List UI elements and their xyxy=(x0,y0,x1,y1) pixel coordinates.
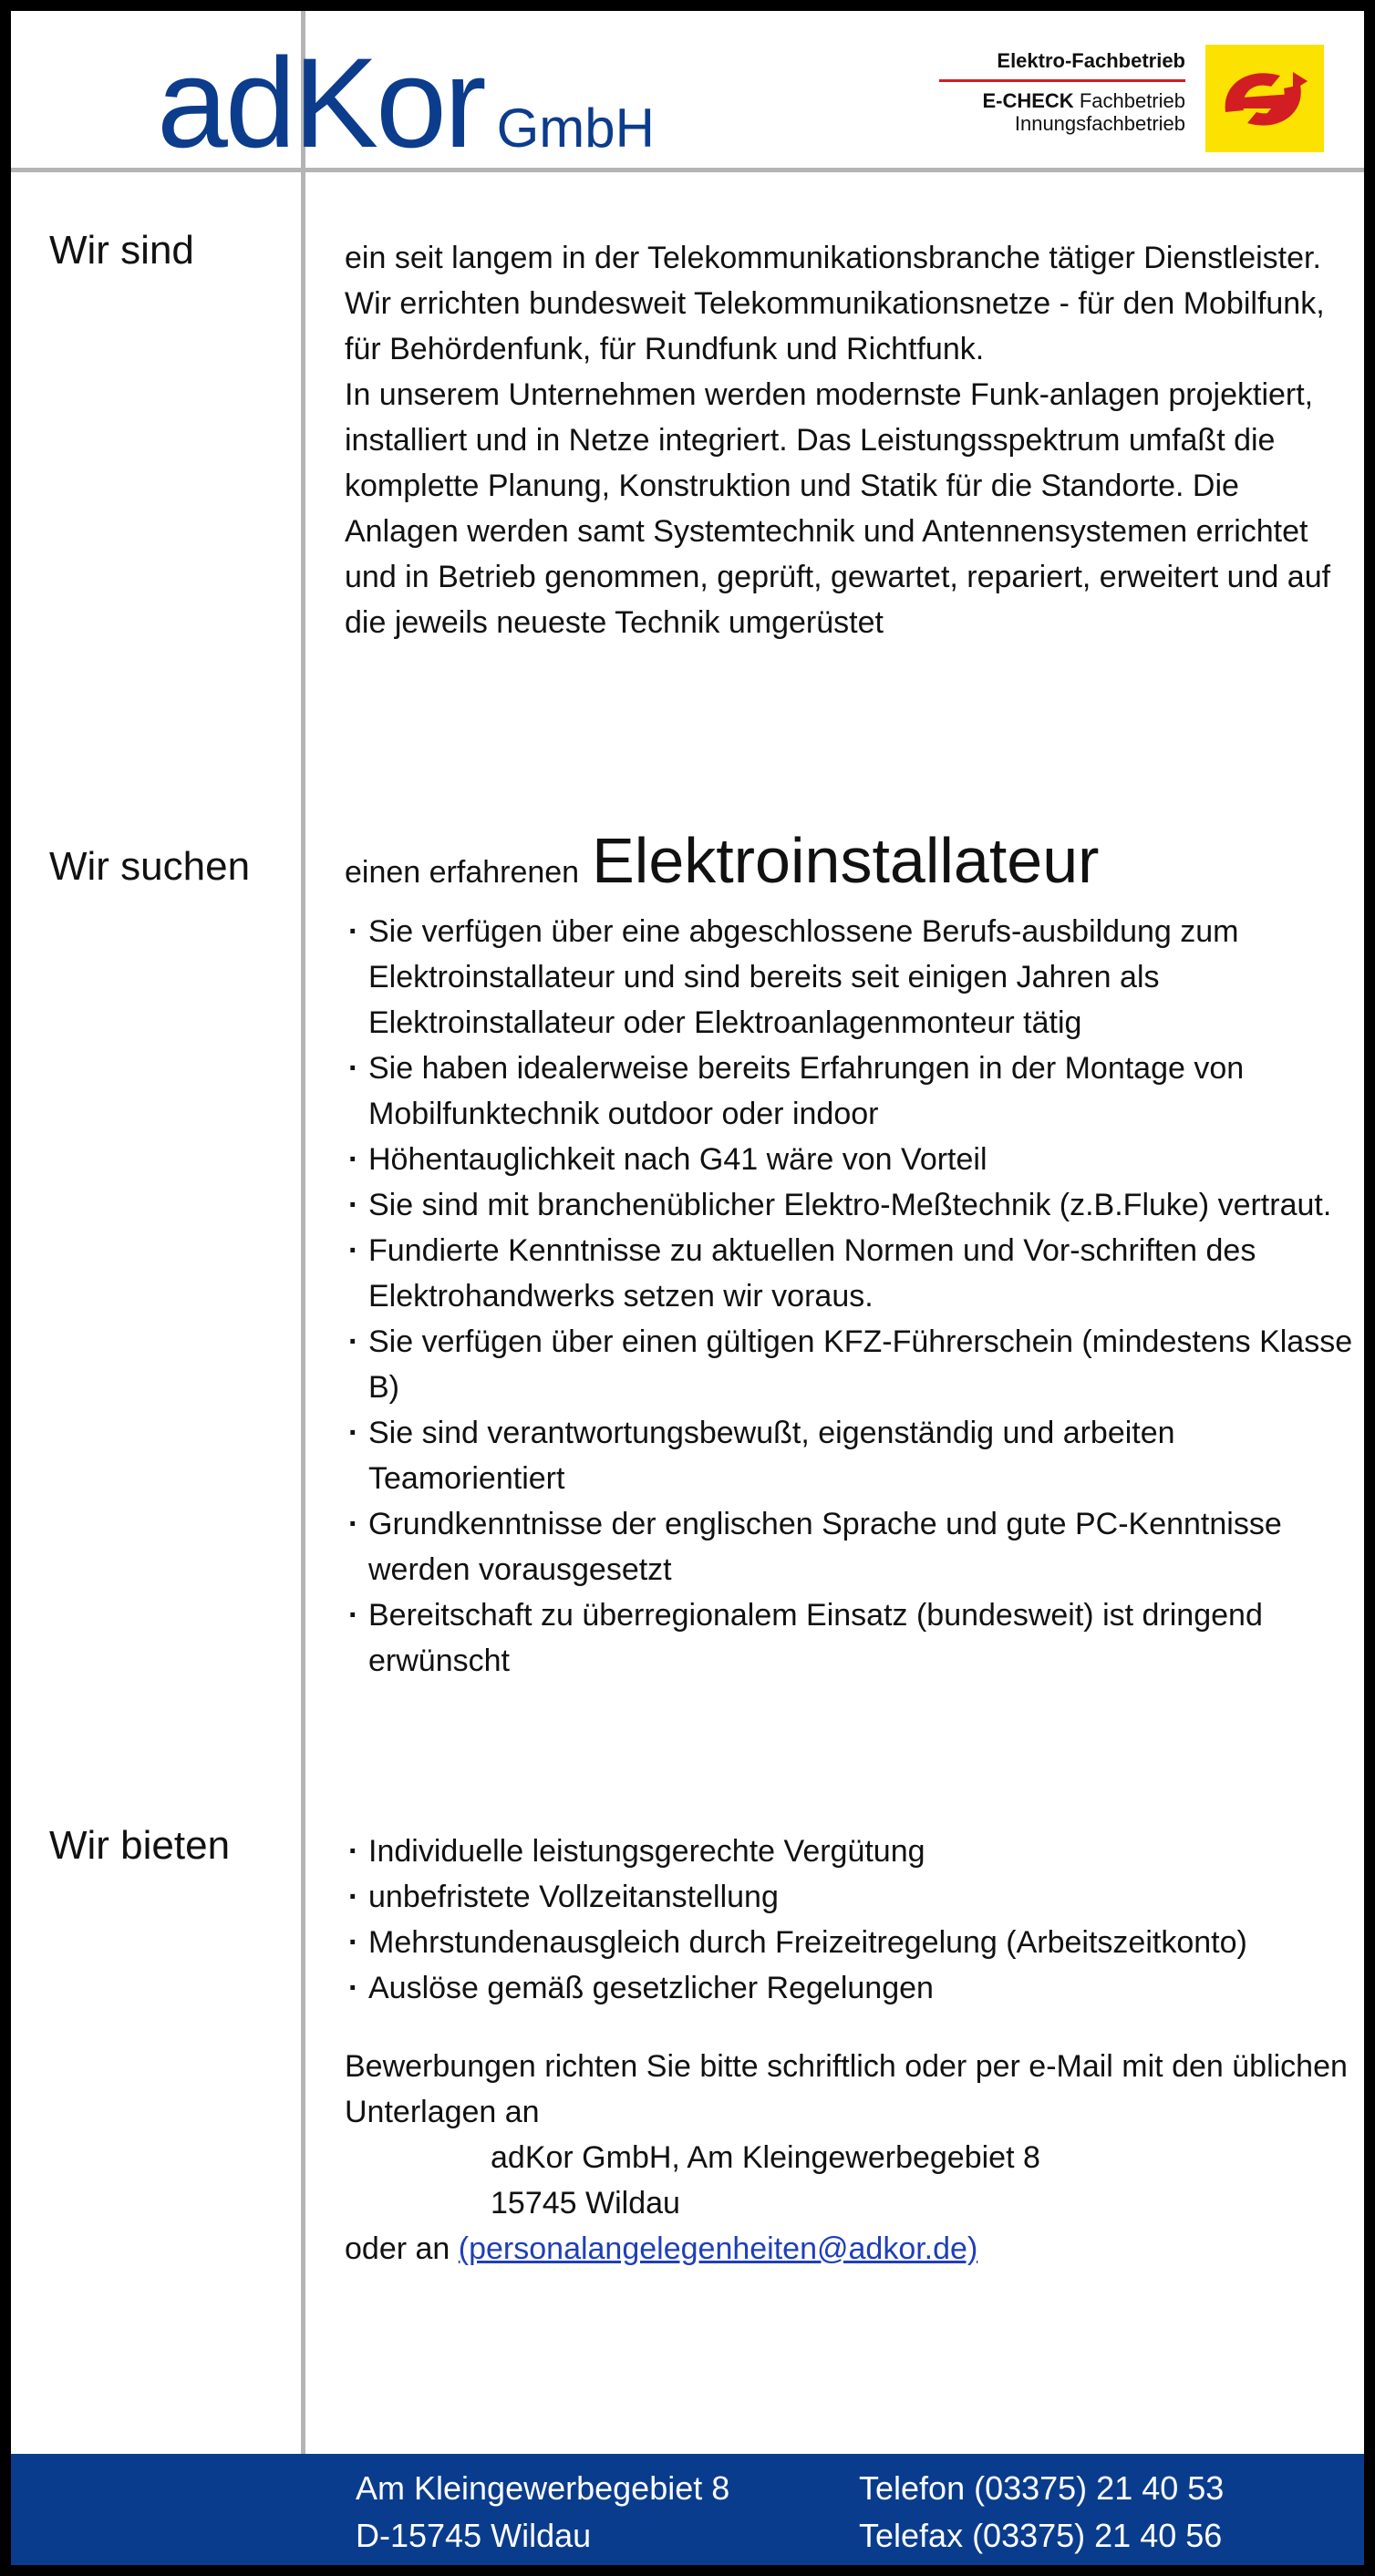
job-title: Elektroinstallateur xyxy=(592,825,1100,896)
badge-echeck: E-CHECK xyxy=(982,89,1074,112)
application-text: Bewerbungen richten Sie bitte schriftlich oder per e-Mail mit den üblichen Unterlagen an xyxy=(345,2049,1348,2129)
requirements-list xyxy=(345,909,1357,1684)
certification-badge xyxy=(939,49,1185,135)
list-item: · Sie sind mit branchenüblicher Elektro-Meßtechnik (z.B.Fluke) vertraut. xyxy=(345,1182,1357,1228)
vertical-divider xyxy=(301,11,305,2576)
list-item: · Sie verfügen über eine abgeschlossene Berufs-ausbildung zum Elektroinstallateur und sind bereits seit einigen Jahren als Elektroinstallateur oder Elektroanlagenmonteur tätig xyxy=(345,909,1357,1046)
email-prefix: oder an xyxy=(345,2231,450,2266)
application-address-line-1: adKor GmbH, Am Kleingewerbegebiet 8 xyxy=(491,2140,1040,2175)
list-item: · Höhentauglichkeit nach G41 wäre von Vorteil xyxy=(345,1137,1357,1182)
section-wir-bieten xyxy=(345,1829,1357,2272)
badge-echeck-rest: Fachbetrieb xyxy=(1073,89,1185,112)
badge-guild: Innungsfachbetrieb xyxy=(1014,112,1185,135)
list-item: · Sie sind verantwortungsbewußt, eigenständig und arbeiten Teamorientiert xyxy=(345,1410,1357,1501)
footer-contact xyxy=(859,2465,1224,2560)
company-name: adKor xyxy=(157,31,484,174)
label-wir-bieten: Wir bieten xyxy=(49,1823,231,1868)
company-logo xyxy=(157,29,655,177)
label-wir-suchen: Wir suchen xyxy=(49,844,251,889)
list-item: · Grundkenntnisse der englischen Sprache und gute PC-Kenntnisse werden vorausgesetzt xyxy=(345,1501,1357,1592)
footer-city: D-15745 Wildau xyxy=(356,2517,592,2554)
badge-echeck-line xyxy=(939,89,1185,112)
list-item: · Sie verfügen über einen gültigen KFZ-Führerschein (mindestens Klasse B) xyxy=(345,1319,1357,1410)
application-address-line-2: 15745 Wildau xyxy=(491,2186,680,2221)
footer-fax: Telefax (03375) 21 40 56 xyxy=(859,2517,1223,2554)
footer-bar xyxy=(11,2454,1364,2576)
footer-phone: Telefon (03375) 21 40 53 xyxy=(859,2469,1225,2507)
about-paragraph-1: ein seit langem in der Telekommunikationsbranche tätiger Dienstleister. Wir errichten bundesweit Telekommunikationsnetze - für den Mobilfunk, für Behördenfunk, für Rundfunk und Richtfunk. xyxy=(345,241,1325,366)
footer-street: Am Kleingewerbegebiet 8 xyxy=(356,2469,730,2507)
list-item: · Bereitschaft zu überregionalem Einsatz (bundesweit) ist dringend erwünscht xyxy=(345,1592,1357,1684)
label-wir-sind: Wir sind xyxy=(49,228,194,273)
list-item: · Auslöse gemäß gesetzlicher Regelungen xyxy=(345,1965,1357,2011)
list-item: · Sie haben idealerweise bereits Erfahrungen in der Montage von Mobilfunktechnik outdoor oder indoor xyxy=(345,1046,1357,1137)
job-headline xyxy=(345,824,1357,909)
benefits-list xyxy=(345,1829,1357,2011)
email-line xyxy=(345,2226,1357,2272)
job-intro: einen erfahrenen xyxy=(345,855,580,890)
list-item: · unbefristete Vollzeitanstellung xyxy=(345,1874,1357,1920)
section-wir-sind xyxy=(345,235,1357,645)
company-suffix: GmbH xyxy=(496,98,655,159)
about-paragraph-2: In unserem Unternehmen werden modernste Funk-anlagen projektiert, installiert und in Netze integriert. Das Leistungsspektrum umfaßt die komplette Planung, Konstruktion und Statik für die Standorte. Die Anlagen werden samt Systemtechnik und Antennensystemen errichtet und in Betrieb genommen, geprüft, gewartet, repariert, erweitert und auf die jeweils neueste Technik umgerüstet xyxy=(345,377,1331,640)
list-item: · Individuelle leistungsgerechte Vergütung xyxy=(345,1829,1357,1874)
e-check-emblem-icon xyxy=(1205,45,1324,152)
section-wir-suchen xyxy=(345,824,1357,1684)
email-link[interactable]: (personalangelegenheiten@adkor.de) xyxy=(458,2231,978,2266)
list-item: · Mehrstundenausgleich durch Freizeitregelung (Arbeitszeitkonto) xyxy=(345,1920,1357,1965)
badge-title: Elektro-Fachbetrieb xyxy=(939,49,1185,82)
footer-address xyxy=(356,2465,729,2560)
list-item: · Fundierte Kenntnisse zu aktuellen Normen und Vor-schriften des Elektrohandwerks setzen wir voraus. xyxy=(345,1228,1357,1319)
